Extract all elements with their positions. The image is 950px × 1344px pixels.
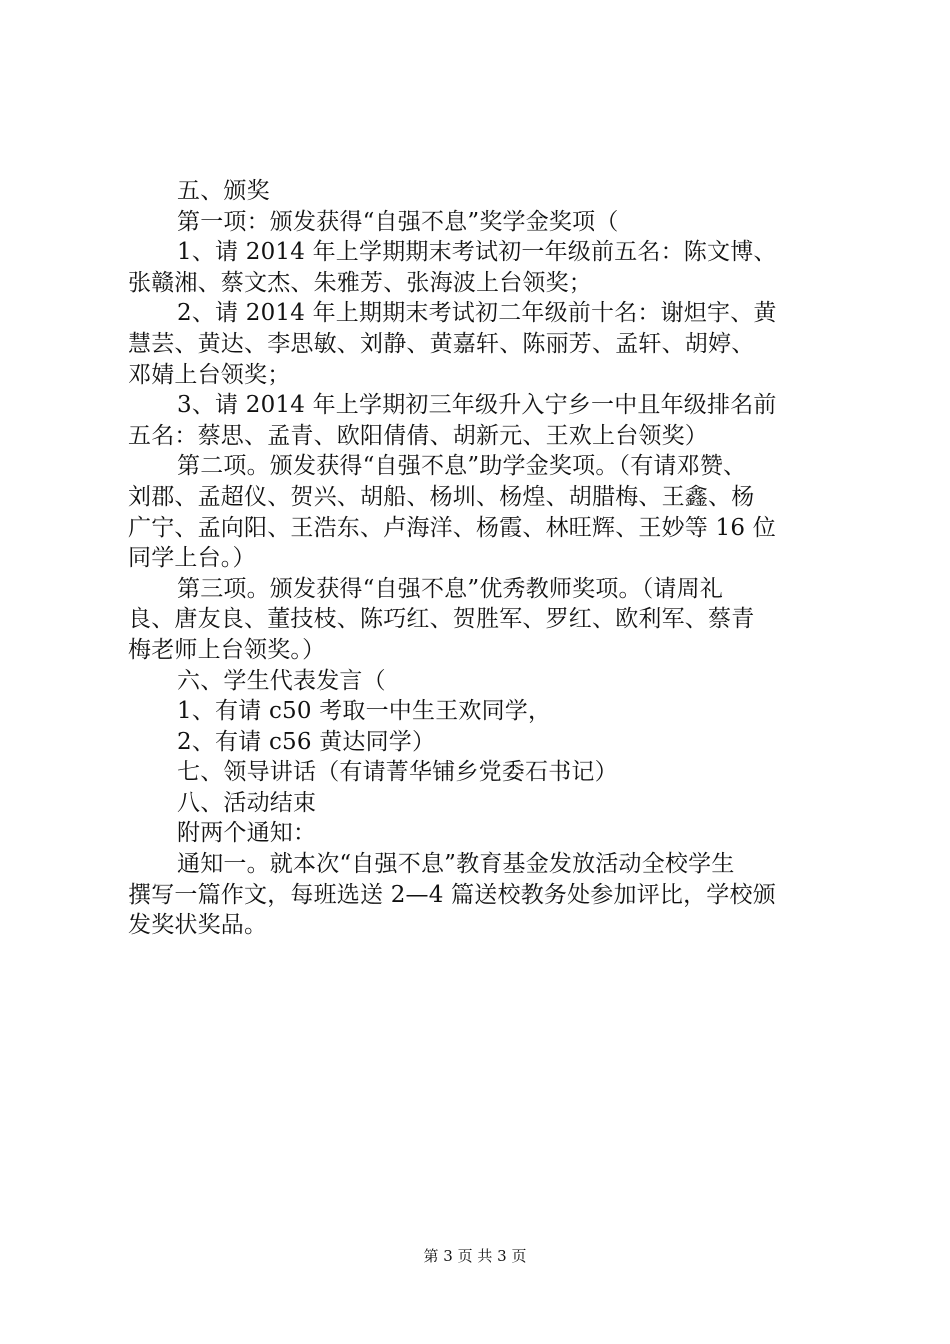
text-line: 刘郡、孟超仪、贺兴、胡船、杨圳、杨煌、胡腊梅、王鑫、杨: [128, 483, 755, 510]
text-line: 第三项。颁发获得“自强不息”优秀教师奖项。（请周礼: [177, 575, 724, 602]
text-line: 通知一。就本次“自强不息”教育基金发放活动全校学生: [177, 851, 735, 878]
text-line: 六、学生代表发言（: [177, 667, 386, 694]
text-line: 撰写一篇作文，每班选送 2—4 篇送校教务处参加评比，学校颁: [128, 881, 776, 908]
text-line: 附两个通知：: [177, 820, 317, 847]
text-line: 良、唐友良、董技枝、陈巧红、贺胜军、罗红、欧利军、蔡青: [128, 606, 755, 633]
text-line: 慧芸、黄达、李思敏、刘静、黄嘉轩、陈丽芳、孟轩、胡婷、: [128, 330, 755, 357]
text-line: 3、请 2014 年上学期初三年级升入宁乡一中且年级排名前: [177, 392, 777, 419]
text-line: 张赣湘、蔡文杰、朱雅芳、张海波上台领奖；: [128, 269, 592, 296]
text-line: 2、请 2014 年上期期末考试初二年级前十名：谢炟宇、黄: [177, 300, 777, 327]
text-line: 发奖状奖品。: [128, 912, 268, 939]
text-line: 1、有请 c50 考取一中生王欢同学，: [177, 698, 552, 725]
text-line: 广宁、孟向阳、王浩东、卢海洋、杨霞、林旺辉、王妙等 16 位: [128, 514, 776, 541]
text-line: 梅老师上台领奖。）: [128, 636, 326, 663]
text-line: 七、领导讲话（有请菁华铺乡党委石书记）: [177, 759, 618, 786]
text-line: 第二项。颁发获得“自强不息”助学金奖项。（有请邓赞、: [177, 453, 747, 480]
text-line: 邓婧上台领奖；: [128, 361, 291, 388]
text-line: 1、请 2014 年上学期期末考试初一年级前五名：陈文博、: [177, 239, 777, 266]
text-line: 2、有请 c56 黄达同学）: [177, 728, 436, 755]
text-line: 同学上台。）: [128, 545, 256, 572]
page-footer: 第 3 页 共 3 页: [423, 1247, 527, 1265]
text-line: 五、颁奖: [177, 178, 270, 204]
text-line: 第一项：颁发获得“自强不息”奖学金奖项（: [177, 208, 619, 235]
document-body: [128, 176, 830, 941]
text-line: 五名：蔡思、孟青、欧阳倩倩、胡新元、王欢上台领奖）: [128, 422, 708, 449]
text-line: 八、活动结束: [177, 789, 317, 816]
